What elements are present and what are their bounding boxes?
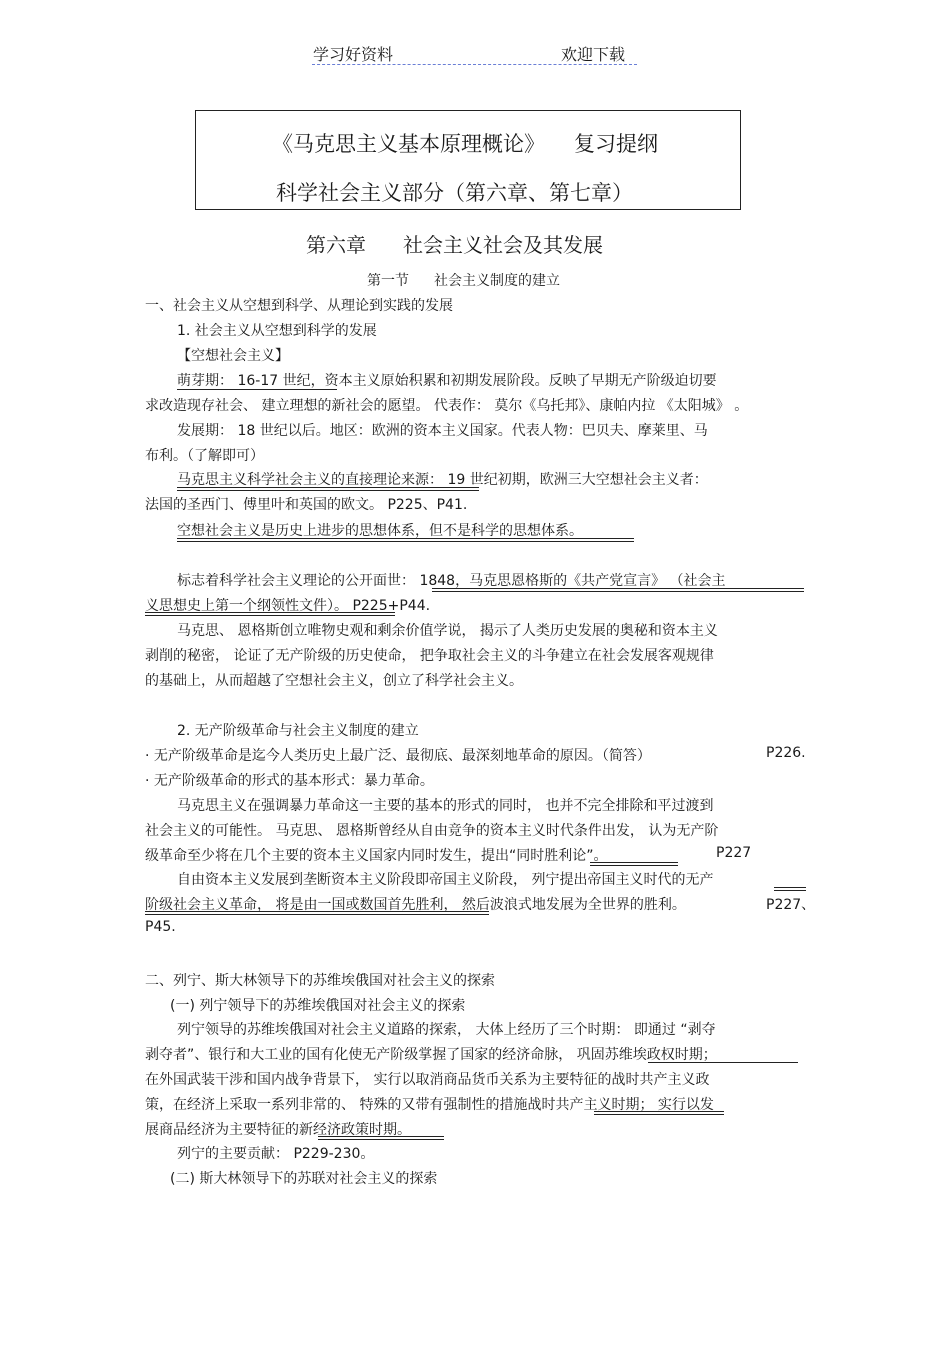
page-ref: P45.: [145, 919, 176, 935]
heading-part-one: 一、社会主义从空想到科学、从理论到实践的发展: [145, 298, 453, 314]
paragraph-line: 社会主义的可能性。 马克思、 恩格斯曾经从自由竞争的资本主义时代条件出发， 认为无产阶: [145, 823, 719, 839]
underline-mark: [177, 389, 337, 390]
header-right-text: 欢迎下载: [561, 45, 626, 64]
double-underline-mark: [318, 1136, 444, 1140]
paragraph-line: 列宁的主要贡献： P229-230。: [177, 1146, 375, 1162]
paragraph-line: 布利。（了解即可）: [145, 448, 264, 464]
paragraph-line: 发展期： 18 世纪以后。地区：欧洲的资本主义国家。代表人物：巴贝夫、摩莱里、马: [177, 423, 708, 439]
paragraph-line: 在外国武装干涉和国内战争背景下， 实行以取消商品货币关系为主要特征的战时共产主义政: [145, 1072, 710, 1088]
underline-mark: [648, 1062, 798, 1063]
header-left-text: 学习好资料: [313, 45, 394, 64]
paragraph-line: 的基础上，从而超越了空想社会主义，创立了科学社会主义。: [145, 673, 523, 689]
double-underline-mark: [145, 911, 489, 915]
paragraph-line: 法国的圣西门、傅里叶和英国的欧文。 P225、P41.: [145, 497, 468, 513]
paragraph-line: 剥夺者”、银行和大工业的国有化使无产阶级掌握了国家的经济命脉， 巩固苏维埃政权时期；: [145, 1047, 717, 1063]
bullet-item: · 无产阶级革命的形式的基本形式：暴力革命。: [145, 773, 434, 789]
paragraph-line: 马克思、 恩格斯创立唯物史观和剩余价值学说， 揭示了人类历史发展的奥秘和资本主义: [177, 623, 718, 639]
paragraph-line: 列宁领导的苏维埃俄国对社会主义道路的探索， 大体上经历了三个时期： 即通过 “剥夺: [177, 1022, 716, 1038]
paragraph-line: 空想社会主义是历史上进步的思想体系，但不是科学的思想体系。: [177, 523, 583, 539]
double-underline-mark: [590, 862, 678, 866]
paragraph-line: 级革命至少将在几个主要的资本主义国家内同时发生，提出“同时胜利论”。: [145, 848, 608, 864]
paragraph-line: 马克思主义科学社会主义的直接理论来源： 19 世纪初期，欧洲三大空想社会主义者：: [177, 472, 708, 488]
paragraph-line: 策，在经济上采取一系列非常的、 特殊的又带有强制性的措施战时共产主义时期； 实行以发: [145, 1097, 714, 1113]
subheading-b: (二) 斯大林领导下的苏联对社会主义的探索: [170, 1171, 438, 1187]
chapter-title: 社会主义社会及其发展: [403, 233, 603, 257]
double-underline-mark: [177, 538, 634, 542]
double-underline-mark: [177, 487, 479, 491]
paragraph-line: 阶级社会主义革命， 将是由一国或数国首先胜利， 然后波浪式地发展为全世界的胜利。: [145, 897, 686, 913]
double-underline-mark: [774, 887, 806, 891]
chapter-number: 第六章: [306, 233, 366, 257]
page-ref: P227、: [766, 897, 816, 913]
subheading-2: 2. 无产阶级革命与社会主义制度的建立: [177, 723, 419, 739]
subheading-a: (一) 列宁领导下的苏维埃俄国对社会主义的探索: [170, 998, 466, 1014]
bullet-item: · 无产阶级革命是迄今人类历史上最广泛、最彻底、最深刻地革命的原因。（简答）: [145, 748, 651, 764]
paragraph-line: 剥削的秘密， 论证了无产阶级的历史使命， 把争取社会主义的斗争建立在社会发展客观规律: [145, 648, 714, 664]
paragraph-line: 求改造现存社会、 建立理想的新社会的愿望。 代表作： 莫尔《乌托邦》、康帕内拉 《太阳城》 。: [145, 398, 749, 414]
title-line1-a: 《马克思主义基本原理概论》: [272, 132, 545, 156]
title-line1-b: 复习提纲: [574, 132, 658, 156]
subheading-1: 1. 社会主义从空想到科学的发展: [177, 323, 377, 339]
double-underline-mark: [594, 1111, 724, 1115]
double-underline-mark: [432, 588, 804, 592]
bracket-heading: 【空想社会主义】: [177, 348, 289, 364]
page-ref: P227: [716, 845, 752, 861]
double-underline-mark: [145, 612, 395, 616]
paragraph-line: 萌芽期： 16-17 世纪，资本主义原始积累和初期发展阶段。反映了早期无产阶级迫切要: [177, 373, 717, 389]
page-ref: P226.: [766, 745, 806, 761]
paragraph-line: 展商品经济为主要特征的新经济政策时期。: [145, 1122, 411, 1138]
heading-part-two: 二、列宁、斯大林领导下的苏维埃俄国对社会主义的探索: [145, 973, 495, 989]
paragraph-line: 自由资本主义发展到垄断资本主义阶段即帝国主义阶段， 列宁提出帝国主义时代的无产: [177, 872, 714, 888]
paragraph-line: 义思想史上第一个纲领性文件）。 P225+P44.: [145, 598, 431, 614]
header-dashed-divider: [312, 64, 637, 65]
paragraph-line: 标志着科学社会主义理论的公开面世： 1848，马克思恩格斯的《共产党宣言》 （社会主: [177, 573, 726, 589]
paragraph-line: 马克思主义在强调暴力革命这一主要的基本的形式的同时， 也并不完全排除和平过渡到: [177, 798, 714, 814]
title-line2: 科学社会主义部分（第六章、第七章）: [276, 181, 633, 205]
section-number: 第一节: [367, 273, 409, 289]
section-title: 社会主义制度的建立: [434, 273, 560, 289]
